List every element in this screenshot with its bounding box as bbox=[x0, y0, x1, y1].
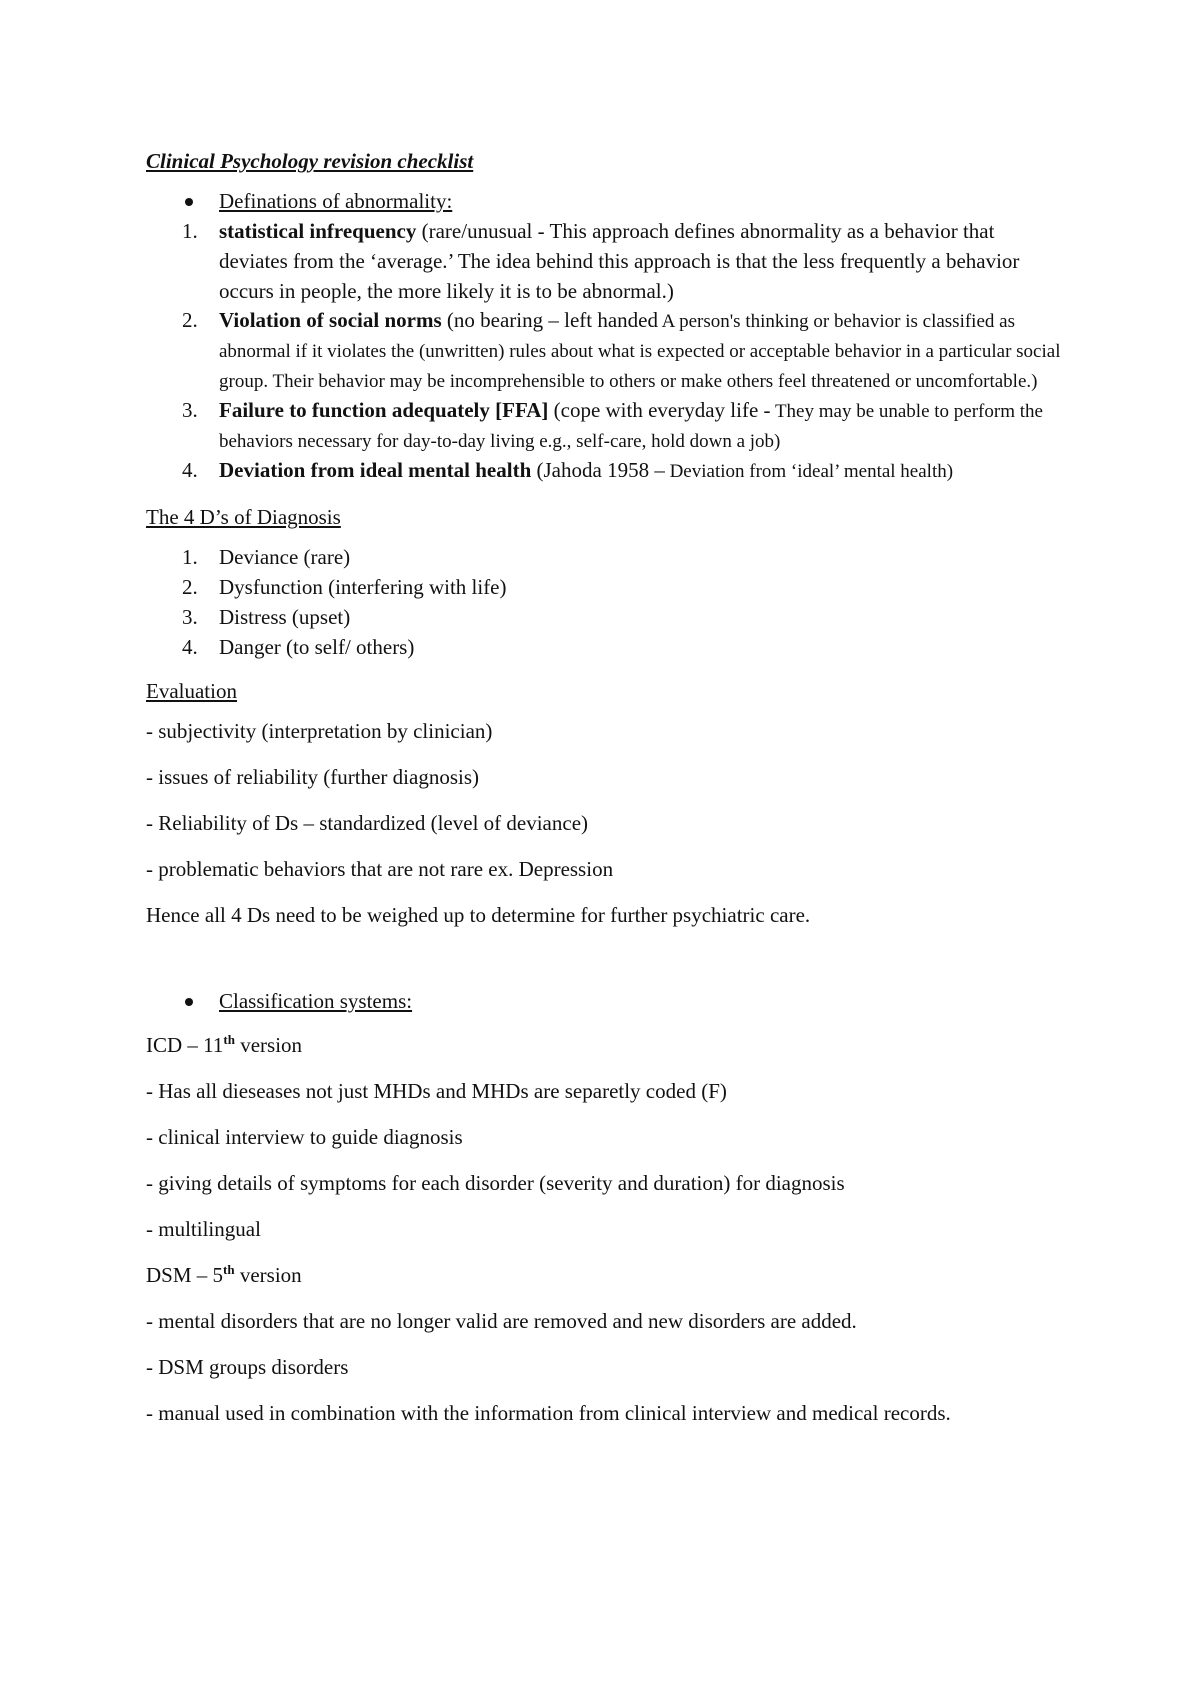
evaluation-line: - problematic behaviors that are not rare ex. Depression bbox=[146, 857, 614, 881]
bullet-definitions bbox=[146, 186, 1066, 216]
list-number: 2. bbox=[182, 575, 198, 599]
icd-superscript: th bbox=[223, 1032, 235, 1047]
dsm-superscript: th bbox=[223, 1262, 235, 1277]
icd-heading bbox=[146, 1030, 1066, 1060]
definition-lead: (Jahoda 1958 – bbox=[531, 458, 665, 482]
list-item bbox=[146, 632, 1066, 662]
evaluation-conclusion: Hence all 4 Ds need to be weighed up to determine for further psychiatric care. bbox=[146, 903, 811, 927]
definition-text: Deviation from ‘ideal’ mental health) bbox=[664, 461, 954, 482]
bullet-classification bbox=[146, 986, 1066, 1016]
dsm-prefix: DSM – 5 bbox=[146, 1263, 224, 1287]
definition-term: statistical infrequency bbox=[219, 219, 417, 243]
document-title: Clinical Psychology revision checklist bbox=[146, 149, 474, 173]
list-item bbox=[146, 396, 1066, 456]
list-number: 4. bbox=[182, 458, 198, 482]
icd-line: - giving details of symptoms for each disorder (severity and duration) for diagnosis bbox=[146, 1171, 845, 1195]
definition-lead: (no bearing – left handed bbox=[441, 308, 658, 332]
four-ds-heading: The 4 D’s of Diagnosis bbox=[146, 505, 341, 529]
evaluation-line: - issues of reliability (further diagnosis) bbox=[146, 765, 480, 789]
evaluation-line: - subjectivity (interpretation by clinician) bbox=[146, 719, 493, 743]
icd-prefix: ICD – 11 bbox=[146, 1033, 224, 1057]
dsm-suffix: version bbox=[234, 1263, 302, 1287]
list-text: Danger (to self/ others) bbox=[219, 635, 415, 659]
evaluation-line: - Reliability of Ds – standardized (level of deviance) bbox=[146, 811, 589, 835]
list-number: 3. bbox=[182, 605, 198, 629]
list-item bbox=[146, 602, 1066, 632]
bullet-dot-icon bbox=[185, 998, 193, 1006]
spacer bbox=[146, 946, 1066, 986]
dsm-line: - mental disorders that are no longer valid are removed and new disorders are added. bbox=[146, 1309, 857, 1333]
evaluation-heading: Evaluation bbox=[146, 679, 237, 703]
list-text: Deviance (rare) bbox=[219, 545, 351, 569]
list-number: 4. bbox=[182, 635, 198, 659]
dsm-heading bbox=[146, 1260, 1066, 1290]
definition-text: (rare/unusual - This approach defines abnormality as a behavior that deviates from the ‘average.’ The idea behind this approach is that the less frequently a behavior occurs in people, the more likely it is to be abnormal.) bbox=[219, 219, 1020, 303]
list-text: Distress (upset) bbox=[219, 605, 351, 629]
list-item bbox=[146, 572, 1066, 602]
icd-line: - Has all dieseases not just MHDs and MHDs are separetly coded (F) bbox=[146, 1079, 727, 1103]
classification-heading: Classification systems: bbox=[219, 989, 413, 1013]
list-item bbox=[146, 456, 1066, 486]
icd-suffix: version bbox=[234, 1033, 303, 1057]
dsm-line: - manual used in combination with the information from clinical interview and medical records. bbox=[146, 1401, 951, 1425]
definitions-list bbox=[146, 216, 1066, 486]
list-number: 3. bbox=[182, 398, 198, 422]
list-item bbox=[146, 306, 1066, 396]
definition-term: Violation of social norms bbox=[219, 308, 442, 332]
definition-term: Deviation from ideal mental health bbox=[219, 458, 532, 482]
list-item bbox=[146, 542, 1066, 572]
definition-lead: (cope with everyday life - bbox=[548, 398, 771, 422]
icd-line: - multilingual bbox=[146, 1217, 261, 1241]
definition-term: Failure to function adequately [FFA] bbox=[219, 398, 549, 422]
definition-text: A person's thinking or behavior is classified as abnormal if it violates the (unwritten) rules about what is expected or acceptable behavior in a particular social group. Their behavior may be incomprehensible to others or make others feel threatened or uncomfortable.) bbox=[219, 311, 1061, 392]
icd-line: - clinical interview to guide diagnosis bbox=[146, 1125, 463, 1149]
definition-text: They may be unable to perform the behaviors necessary for day-to-day living e.g., self-care, hold down a job) bbox=[219, 401, 1043, 452]
list-number: 1. bbox=[182, 219, 198, 243]
definitions-heading: Definations of abnormality: bbox=[219, 189, 453, 213]
list-item bbox=[146, 216, 1066, 306]
list-text: Dysfunction (interfering with life) bbox=[219, 575, 507, 599]
document-page bbox=[146, 146, 1066, 1444]
four-ds-list bbox=[146, 542, 1066, 662]
list-number: 1. bbox=[182, 545, 198, 569]
dsm-line: - DSM groups disorders bbox=[146, 1355, 349, 1379]
list-number: 2. bbox=[182, 308, 198, 332]
bullet-dot-icon bbox=[185, 198, 193, 206]
